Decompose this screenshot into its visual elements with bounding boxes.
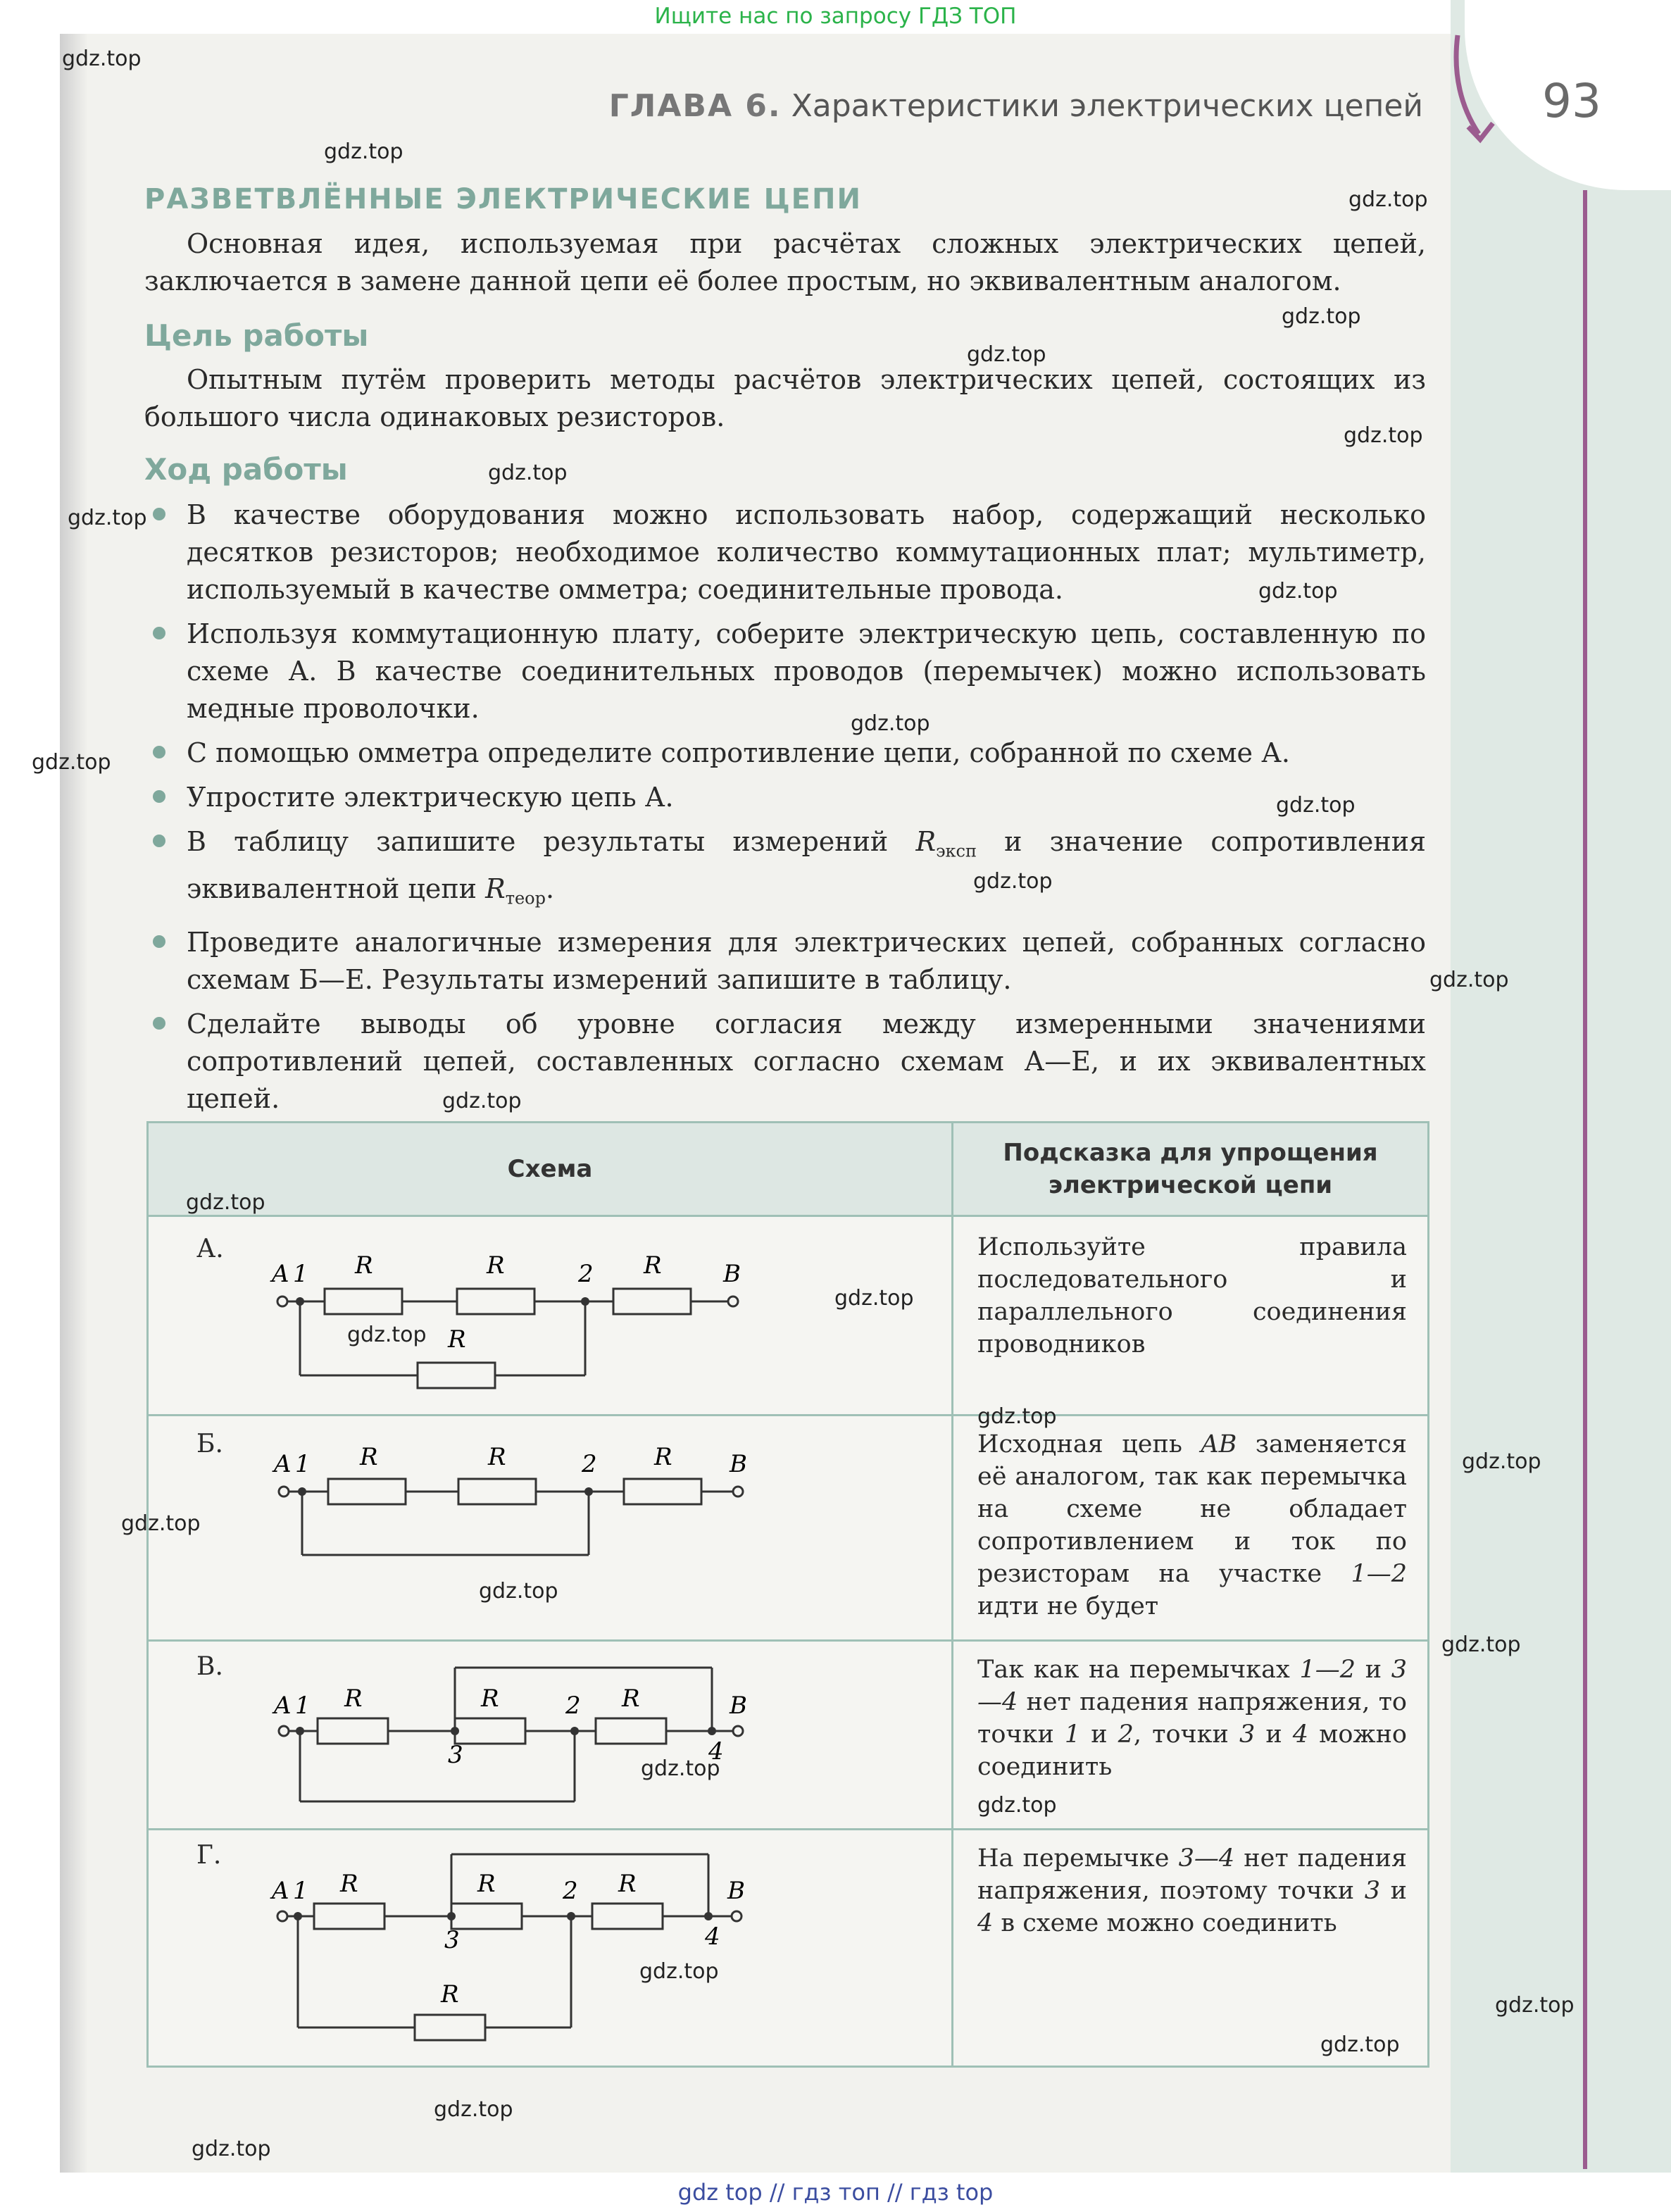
circuit-diagram-d [261, 1839, 937, 2057]
svg-text:3: 3 [448, 1741, 463, 1769]
svg-text:R: R [488, 1443, 506, 1471]
watermark: gdz.top [973, 869, 1053, 894]
svg-text:A: A [274, 1450, 292, 1478]
watermark: gdz.top [641, 1756, 720, 1781]
watermark: gdz.top [479, 1579, 558, 1604]
svg-text:A: A [272, 1877, 289, 1905]
junction-node [294, 1912, 302, 1920]
circuit-diagram-b [261, 1428, 937, 1569]
svg-text:R: R [644, 1251, 662, 1280]
intro-paragraph: Основная идея, используемая при расчётах сложных электрических цепей, заключается в замене данной цепи её более простым, но эквивалентным аналогом. [144, 228, 1426, 296]
svg-text:B: B [723, 1260, 741, 1288]
list-item: Упростите электрическую цепь А. [144, 779, 1426, 816]
svg-text:2: 2 [565, 1692, 581, 1720]
svg-text:B: B [727, 1877, 745, 1905]
svg-text:1: 1 [293, 1877, 308, 1905]
watermark: gdz.top [1495, 1993, 1575, 2018]
watermark: gdz.top [1258, 579, 1338, 604]
watermark: gdz.top [977, 1793, 1057, 1818]
svg-text:R: R [360, 1443, 378, 1471]
svg-text:B: B [730, 1450, 747, 1478]
margin-line [1583, 190, 1587, 2169]
hint-text: Так как на перемычках 1—2 и 3—4 нет падения напряжения, то точки 1 и 2, точки 3 и 4 можно соединить [977, 1656, 1407, 1781]
circuit-diagram-a [261, 1231, 937, 1407]
list-item: Используя коммутационную плату, соберите электрическую цепь, составленную по схеме А. В качестве соединительных проводов (перемычек) можно использовать медные проволочки. [144, 616, 1426, 727]
svg-text:A: A [272, 1260, 289, 1288]
junction-node [584, 1487, 593, 1496]
table-row [149, 1828, 1427, 2068]
junction-node [451, 1727, 459, 1735]
watermark: gdz.top [434, 2097, 513, 2122]
list-item: Проведите аналогичные измерения для электрических цепей, собранных согласно схемам Б—Е. Результаты измерений запишите в таблицу. [144, 924, 1426, 999]
svg-text:B: B [730, 1692, 747, 1720]
junction-node [581, 1297, 589, 1306]
svg-text:3: 3 [444, 1926, 460, 1954]
svg-text:A: A [274, 1692, 292, 1720]
goal-heading: Цель работы [144, 318, 369, 353]
table-row [149, 1639, 1427, 1830]
column-divider [951, 1123, 953, 2066]
watermark: gdz.top [1348, 187, 1428, 212]
row-label: А. [196, 1235, 224, 1263]
hint-text: Используйте правила последовательного и параллельного соединения проводников [977, 1233, 1407, 1358]
svg-text:R: R [622, 1685, 640, 1713]
page-number: 93 [1542, 74, 1601, 128]
hint-text: Исходная цепь AB заменяется её аналогом, так как перемычка на схеме не обладает сопротивлением и ток по резисторам на участке 1—2 идти не будет [977, 1430, 1407, 1620]
watermark: gdz.top [324, 139, 403, 164]
watermark: gdz.top [442, 1089, 522, 1113]
circuit-diagram-c [261, 1650, 937, 1826]
bottom-banner[interactable]: gdz top // гдз топ // гдз top [0, 2173, 1671, 2211]
watermark: gdz.top [1429, 968, 1509, 992]
watermark: gdz.top [488, 461, 568, 485]
bullet-icon [153, 935, 165, 948]
column-header-hint: Подсказка для упрощения электрической цепи [1003, 1139, 1378, 1199]
svg-text:2: 2 [582, 1450, 597, 1478]
procedure-heading: Ход работы [144, 452, 348, 487]
chapter-prefix: ГЛАВА 6. [608, 88, 782, 124]
top-banner[interactable]: Ищите нас по запросу ГДЗ ТОП [0, 0, 1671, 34]
bullet-icon [153, 1017, 165, 1030]
watermark: gdz.top [121, 1511, 201, 1536]
watermark: gdz.top [1276, 793, 1356, 818]
chapter-title: Характеристики электрических цепей [791, 88, 1423, 124]
table-row [149, 1414, 1427, 1642]
procedure-list [144, 496, 1426, 1125]
watermark: gdz.top [62, 46, 142, 71]
watermark: gdz.top [639, 1959, 719, 1984]
watermark: gdz.top [1282, 304, 1361, 329]
list-item: Сделайте выводы об уровне согласия между измеренными значениями сопротивлений цепей, составленных согласно схемам А—Е, и их эквивалентных цепей. [144, 1006, 1426, 1118]
svg-text:4: 4 [708, 1737, 724, 1766]
page-spine-shadow [60, 34, 88, 2175]
watermark: gdz.top [1320, 2032, 1400, 2057]
svg-text:1: 1 [295, 1692, 311, 1720]
junction-node [570, 1727, 579, 1735]
bullet-icon [153, 790, 165, 803]
goal-paragraph: Опытным путём проверить методы расчётов электрических цепей, состоящих из большого числа одинаковых резисторов. [144, 364, 1426, 432]
svg-text:R: R [481, 1685, 499, 1713]
watermark: gdz.top [68, 506, 147, 530]
row-label: В. [196, 1652, 223, 1681]
junction-node [704, 1912, 713, 1920]
row-label: Б. [196, 1430, 223, 1458]
svg-text:R: R [448, 1325, 466, 1354]
svg-text:R: R [477, 1870, 496, 1898]
column-header-scheme: Схема [507, 1155, 593, 1183]
svg-text:R: R [344, 1685, 363, 1713]
watermark: gdz.top [851, 711, 930, 736]
svg-text:1: 1 [295, 1450, 311, 1478]
watermark: gdz.top [186, 1190, 265, 1215]
table-header [149, 1123, 1427, 1217]
svg-text:1: 1 [293, 1260, 308, 1288]
watermark: gdz.top [1344, 423, 1423, 448]
svg-text:R: R [487, 1251, 505, 1280]
junction-node [567, 1912, 575, 1920]
bullet-icon [153, 835, 165, 847]
svg-text:4: 4 [705, 1923, 720, 1951]
watermark: gdz.top [1462, 1449, 1541, 1474]
watermark: gdz.top [977, 1404, 1057, 1429]
watermark: gdz.top [967, 342, 1046, 367]
row-label: Г. [196, 1841, 222, 1870]
junction-node [298, 1487, 306, 1496]
list-item: В таблицу запишите результаты измерений $R_{эксп}$ и значение сопротивления эквивалентной цепи $R_{теор}$. [144, 823, 1426, 917]
bullet-icon [153, 508, 165, 520]
chapter-header [609, 88, 1423, 124]
list-item: С помощью омметра определите сопротивление цепи, собранной по схеме А. [144, 735, 1426, 772]
svg-text:R: R [654, 1443, 672, 1471]
watermark: gdz.top [834, 1286, 914, 1311]
watermark: gdz.top [1441, 1632, 1521, 1657]
junction-node [447, 1912, 456, 1920]
section-title: РАЗВЕТВЛЁННЫЕ ЭЛЕКТРИЧЕСКИЕ ЦЕПИ [144, 183, 862, 215]
schemes-table [146, 1121, 1429, 2068]
svg-text:R: R [618, 1870, 637, 1898]
svg-text:R: R [441, 1980, 459, 2008]
table-row [149, 1217, 1427, 1416]
page-corner-decor [1451, 0, 1671, 2211]
svg-text:R: R [355, 1251, 373, 1280]
watermark: gdz.top [347, 1323, 427, 1347]
svg-text:2: 2 [578, 1260, 594, 1288]
svg-text:R: R [340, 1870, 358, 1898]
junction-node [296, 1297, 304, 1306]
watermark: gdz.top [32, 750, 111, 775]
list-item: В качестве оборудования можно использовать набор, содержащий несколько десятков резисторов; необходимое количество коммутационных плат; мультиметр, используемый в качестве омметра; соединительные провода. [144, 496, 1426, 608]
bullet-icon [153, 746, 165, 758]
hint-text: На перемычке 3—4 нет падения напряжения, поэтому точки 3 и 4 в схеме можно соединить [977, 1844, 1408, 1937]
bullet-icon [153, 627, 165, 639]
watermark: gdz.top [192, 2137, 271, 2161]
junction-node [708, 1727, 716, 1735]
junction-node [296, 1727, 304, 1735]
svg-text:2: 2 [563, 1877, 578, 1905]
